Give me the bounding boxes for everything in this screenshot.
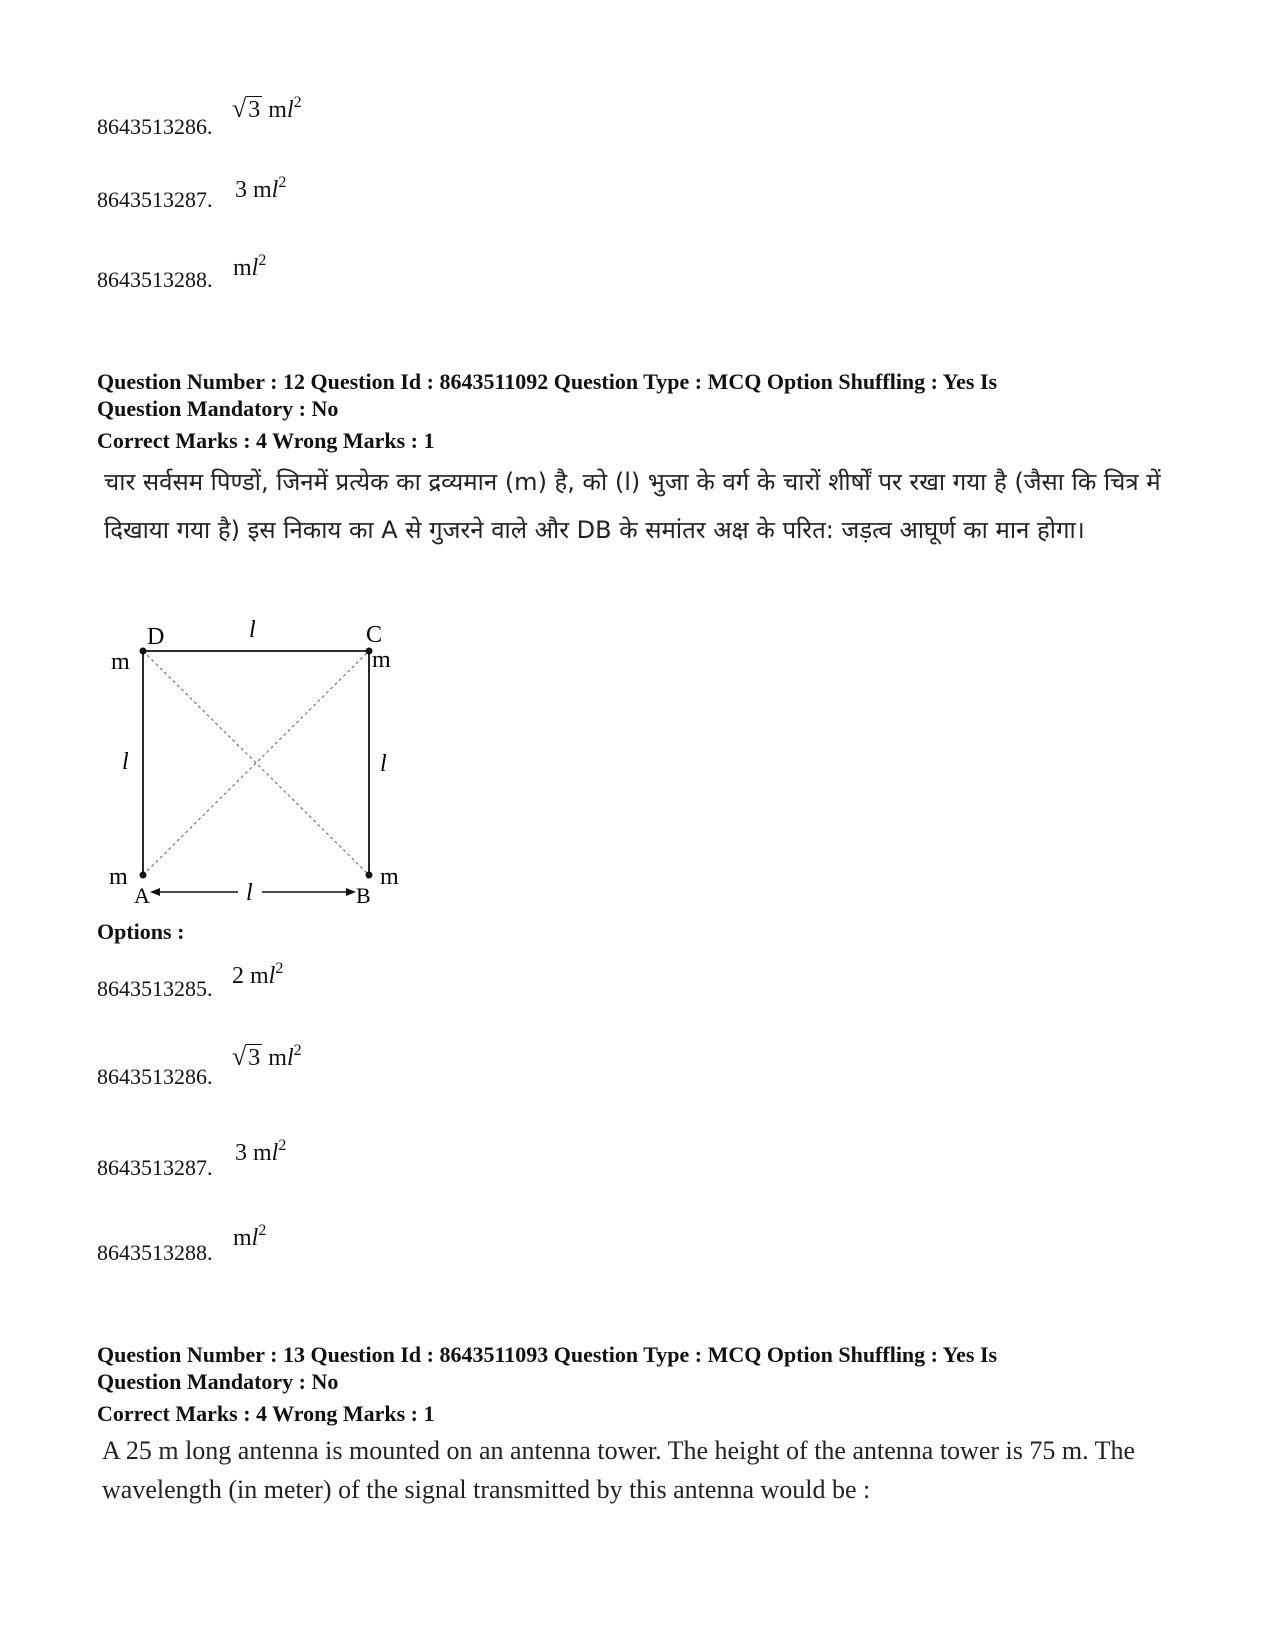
question-header: Question Number : 12 Question Id : 8643511092 Question Type : MCQ Option Shuffling : Yes Is Question Mandatory : No (97, 369, 998, 421)
arrowhead-left (150, 888, 160, 896)
option-formula: 3 $ml^2$ (235, 1137, 287, 1166)
option-formula: $ml^2$ (233, 252, 267, 281)
option-id: 8643513287. (97, 187, 213, 212)
question-text: चार सर्वसम पिण्डों, जिनमें प्रत्येक का द्रव्यमान (m) है, को (l) भुजा के वर्ग के चारों शीर्षों पर रखा गया है (जैसा कि चित्र में दिखाया गया है) इस निकाय का A से गुजरने वाले और DB के समांतर अक्ष के परित: जड़त्व आघूर्ण का मान होगा। (104, 468, 1161, 544)
marks-line: Correct Marks : 4 Wrong Marks : 1 (97, 428, 435, 453)
question-header: Question Number : 13 Question Id : 8643511093 Question Type : MCQ Option Shuffling : Yes Is Question Mandatory : No (97, 1342, 998, 1394)
mass-label-A: m (109, 864, 128, 890)
arrowhead-right (346, 888, 356, 896)
label-C: C (366, 622, 383, 648)
sqrt-symbol: √3 (232, 1042, 261, 1071)
label-B: B (356, 883, 371, 908)
mass-label-D: m (111, 649, 130, 675)
option-id: 8643513285. (97, 976, 213, 1001)
side-label-left: l (122, 749, 129, 775)
side-label-right: l (380, 751, 387, 777)
option-id: 8643513286. (97, 114, 213, 139)
sqrt-symbol: √3 (232, 94, 261, 123)
option-id: 8643513287. (97, 1155, 213, 1180)
options-label: Options : (97, 919, 185, 944)
option-formula: 3 $ml^2$ (235, 174, 287, 203)
side-label-bottom: l (246, 880, 253, 906)
label-A: A (134, 883, 150, 908)
option-formula: $ml^2$ (233, 1222, 267, 1251)
label-D: D (147, 624, 165, 650)
option-formula: 2 $ml^2$ (232, 960, 284, 989)
option-id: 8643513288. (97, 1240, 213, 1265)
side-label-top: l (249, 617, 256, 643)
marks-line: Correct Marks : 4 Wrong Marks : 1 (97, 1401, 435, 1426)
square-diagram (100, 612, 420, 912)
mass-dot-D (140, 648, 147, 655)
mass-dot-A (140, 872, 147, 879)
mass-label-C: m (372, 647, 391, 673)
option-id: 8643513288. (97, 267, 213, 292)
option-id: 8643513286. (97, 1064, 213, 1089)
question-text: A 25 m long antenna is mounted on an antenna tower. The height of the antenna tower is 75 m. The wavelength (in meter) of the signal transmitted by this antenna would be : (102, 1436, 1136, 1504)
mass-label-B: m (380, 864, 399, 890)
option-formula: √3 $ml^2$ (232, 94, 302, 123)
option-formula: √3 $ml^2$ (232, 1042, 302, 1071)
mass-dot-B (366, 872, 373, 879)
